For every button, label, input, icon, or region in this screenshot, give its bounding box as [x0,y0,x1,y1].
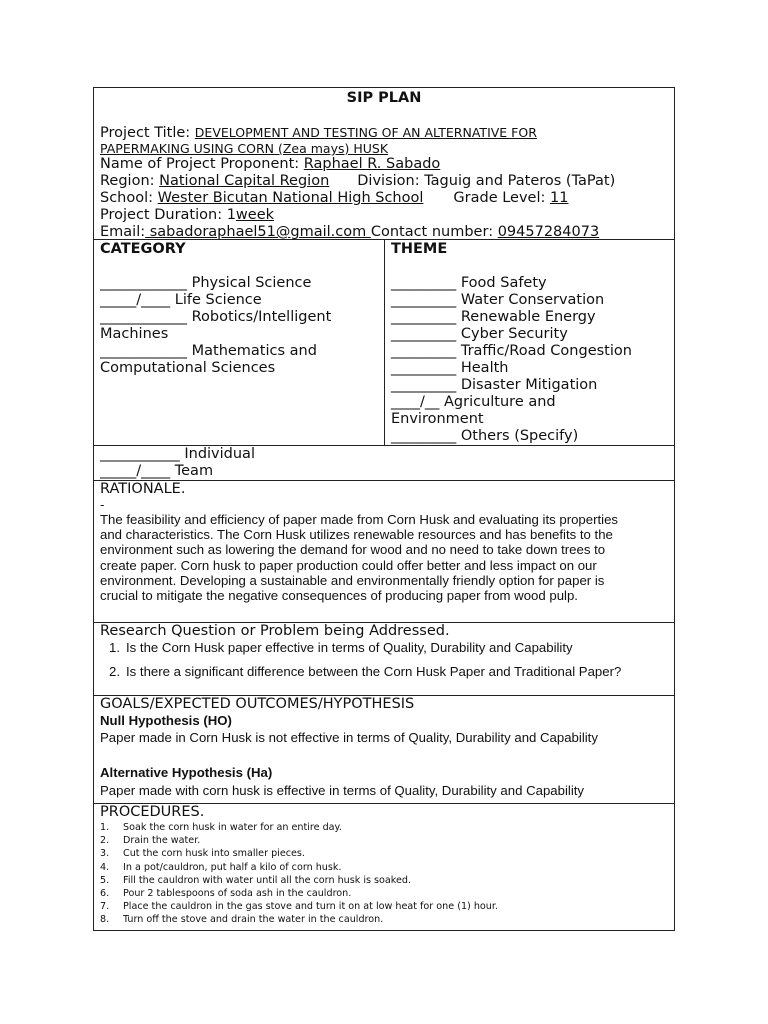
document-title: SIP PLAN [346,90,422,106]
procedure-step: 1. Soak the corn husk in water for an entire day. [100,822,342,833]
category-item: ____________ Physical Science [100,275,312,291]
region-value: National Capital Region [159,173,330,189]
theme-item: _________ Water Conservation [391,292,605,308]
rationale-dash: - [100,497,105,512]
research-question: 2. Is there a significant difference between the Corn Husk Paper and Traditional Paper? [109,664,622,679]
category-column [94,240,385,445]
research-question: 1. Is the Corn Husk paper effective in terms of Quality, Durability and Capability [109,640,573,655]
category-item: ____________ Mathematics and [100,343,317,359]
region-line [100,173,668,190]
rationale-line: create paper. Corn husk to paper production could offer better and less impact on our [100,557,597,573]
research-heading: Research Question or Problem being Addressed. [100,623,450,639]
project-info-section [93,87,675,239]
contact-label: Contact number: [370,224,498,240]
duration-unit: week [235,207,275,223]
contact-line [100,224,668,241]
procedure-step: 5. Fill the cauldron with water until all the corn husk is soaked. [100,874,412,886]
division-value: Division: Taguig and Pateros (TaPat) [357,173,616,189]
theme-heading: THEME [391,241,448,257]
proponent-line [100,156,668,173]
research-question-list [94,640,674,679]
procedures-heading: PROCEDURES. [100,804,205,820]
theme-item: _________ Cyber Security [391,326,568,342]
participation-section [93,445,675,480]
project-title-value-1: DEVELOPMENT AND TESTING OF AN ALTERNATIVE FOR [194,125,537,140]
goals-heading: GOALS/EXPECTED OUTCOMES/HYPOTHESIS [100,696,415,712]
procedure-step: 6. Pour 2 tablespoons of soda ash in the cauldron. [100,888,352,900]
null-hypothesis-heading: Null Hypothesis (HO) [100,713,232,728]
rationale-section [93,480,675,622]
contact-value: 09457284073 [497,224,600,240]
theme-item: Environment [391,411,484,427]
rationale-heading: RATIONALE. [100,481,186,497]
procedure-step: 8. Turn off the stove and drain the water in the cauldron. [100,914,384,926]
theme-item: ____/__ Agriculture and [391,394,556,410]
null-hypothesis-text: Paper made in Corn Husk is not effective in terms of Quality, Durability and Capability [100,730,598,745]
alt-hypothesis-heading: Alternative Hypothesis (Ha) [100,765,273,780]
project-title-line-2 [100,142,668,156]
school-value: Wester Bicutan National High School [157,190,424,206]
proponent-name: Raphael R. Sabado [303,156,441,172]
email-label: Email: [100,224,146,240]
procedures-section [93,803,675,931]
school-label: School: [100,190,158,206]
project-title-label: Project Title: [100,125,195,141]
category-theme-section [93,239,675,445]
theme-item: _________ Renewable Energy [391,309,596,325]
region-label: Region: [100,173,160,189]
theme-item: _________ Food Safety [391,275,547,291]
duration-line [100,207,668,224]
alt-hypothesis-text: Paper made with corn husk is effective in terms of Quality, Durability and Capability [100,783,585,798]
procedure-list [94,821,674,927]
rationale-line: environment such as lowering the demand for wood and no need to take down trees to [100,542,606,558]
project-title-line [100,124,668,142]
theme-item: _________ Traffic/Road Congestion [391,343,632,359]
category-item: Computational Sciences [100,360,276,376]
theme-item: _________ Health [391,360,509,376]
theme-column [385,240,674,445]
proponent-label: Name of Project Proponent: [100,156,304,172]
rationale-line: crucial to mitigate the negative consequences of producing paper from wood pulp. [100,588,578,604]
sip-plan-document [93,87,675,931]
individual-option: ___________ Individual [100,446,255,462]
research-section [93,622,675,695]
school-line [100,190,668,207]
category-heading: CATEGORY [100,241,186,257]
grade-label: Grade Level: [453,190,550,206]
theme-item: _________ Others (Specify) [391,428,579,444]
theme-item: _________ Disaster Mitigation [391,377,598,393]
team-option: _____/____ Team [100,463,214,479]
duration-label: Project Duration: 1 [100,207,236,223]
project-title-value-2: PAPERMAKING USING CORN (Zea mays) HUSK [100,141,389,156]
rationale-line: and characteristics. The Corn Husk utilizes renewable resources and has benefits to the [100,527,613,543]
rationale-line: The feasibility and efficiency of paper made from Corn Husk and evaluating its properties [100,512,619,527]
procedure-step: 3. Cut the corn husk into smaller pieces. [100,848,305,860]
procedure-step: 7. Place the cauldron in the gas stove and turn it on at low heat for one (1) hour. [100,901,498,913]
category-item: ____________ Robotics/Intelligent [100,309,332,325]
category-item: _____/____ Life Science [100,292,262,308]
grade-value: 11 [550,190,569,206]
procedure-step: 2. Drain the water. [100,835,201,847]
rationale-line: environment. Developing a sustainable and environmentally friendly option for paper is [100,572,605,588]
procedure-step: 4. In a pot/cauldron, put half a kilo of corn husk. [100,861,342,873]
category-item: Machines [100,326,169,342]
goals-section [93,695,675,803]
email-value: sabadoraphael51@gmail.com [145,224,371,240]
